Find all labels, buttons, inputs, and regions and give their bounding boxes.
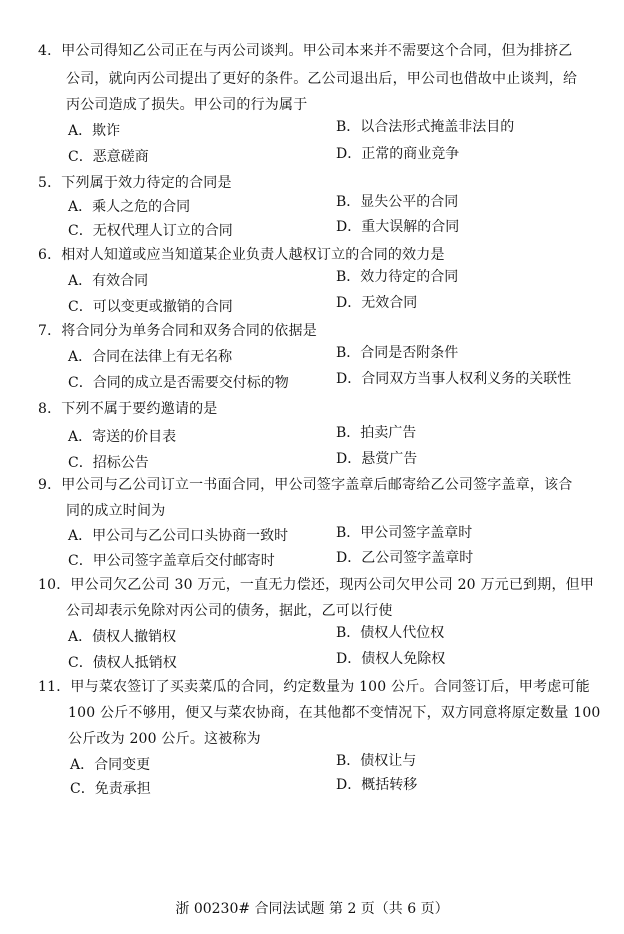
question-stem-line: 100 公斤不够用，便又与菜农协商，在其他都不变情况下，双方同意将原定数量 100 [68,705,601,721]
question-stem-line: 11．甲与菜农签订了买卖菜瓜的合同，约定数量为 100 公斤。合同签订后，甲考虑可能 [38,679,590,695]
option-c: C．招标公告 [68,455,149,471]
question-stem-line: 同的成立时间为 [66,503,166,519]
option-c: C．债权人抵销权 [68,655,177,671]
question-stem-line: 6．相对人知道或应当知道某企业负责人越权订立的合同的效力是 [38,247,445,263]
page-footer: 浙 00230# 合同法试题 第 2 页（共 6 页） [175,901,449,917]
option-a: A．债权人撤销权 [68,629,177,645]
option-d: D．乙公司签字盖章时 [336,550,474,566]
option-c: C．免责承担 [70,781,151,797]
option-a: A．甲公司与乙公司口头协商一致时 [68,528,289,544]
option-a: A．寄送的价目表 [68,429,177,445]
option-d: D．悬赏广告 [336,451,418,467]
option-b: B．拍卖广告 [336,425,417,441]
option-c: C．可以变更或撤销的合同 [68,299,233,315]
option-a: A．乘人之危的合同 [68,199,191,215]
option-b: B．显失公平的合同 [336,194,459,210]
question-stem-line: 4．甲公司得知乙公司正在与丙公司谈判。甲公司本来并不需要这个合同，但为排挤乙 [38,43,573,59]
option-b: B．合同是否附条件 [336,345,459,361]
question-stem-line: 10．甲公司欠乙公司 30 万元，一直无力偿还，现丙公司欠甲公司 20 万元已到期，但甲 [38,577,595,593]
question-stem-line: 8．下列不属于要约邀请的是 [38,401,218,417]
option-b: B．以合法形式掩盖非法目的 [336,119,515,135]
option-b: B．债权人代位权 [336,625,445,641]
option-d: D．合同双方当事人权利义务的关联性 [336,371,572,387]
option-a: A．欺诈 [68,123,121,139]
option-c: C．恶意磋商 [68,149,149,165]
question-stem-line: 公司，就向丙公司提出了更好的条件。乙公司退出后，甲公司也借故中止谈判，给 [66,71,578,87]
option-c: C．无权代理人订立的合同 [68,223,233,239]
question-stem-line: 9．甲公司与乙公司订立一书面合同，甲公司签字盖章后邮寄给乙公司签字盖章，该合 [38,477,573,493]
option-a: A．合同变更 [70,757,151,773]
option-c: C．甲公司签字盖章后交付邮寄时 [68,553,275,569]
option-a: A．有效合同 [68,273,149,289]
question-stem-line: 公斤改为 200 公斤。这被称为 [68,731,261,747]
question-stem-line: 公司却表示免除对丙公司的债务，据此，乙可以行使 [66,603,393,619]
option-d: D．无效合同 [336,295,418,311]
option-d: D．重大误解的合同 [336,219,460,235]
option-c: C．合同的成立是否需要交付标的物 [68,375,289,391]
question-stem-line: 5．下列属于效力待定的合同是 [38,175,232,191]
option-d: D．正常的商业竞争 [336,146,460,162]
option-b: B．债权让与 [336,753,417,769]
question-stem-line: 丙公司造成了损失。甲公司的行为属于 [66,97,308,113]
option-d: D．债权人免除权 [336,651,446,667]
option-b: B．效力待定的合同 [336,269,459,285]
option-d: D．概括转移 [336,777,418,793]
option-b: B．甲公司签字盖章时 [336,525,473,541]
option-a: A．合同在法律上有无名称 [68,349,233,365]
question-stem-line: 7．将合同分为单务合同和双务合同的依据是 [38,323,317,339]
